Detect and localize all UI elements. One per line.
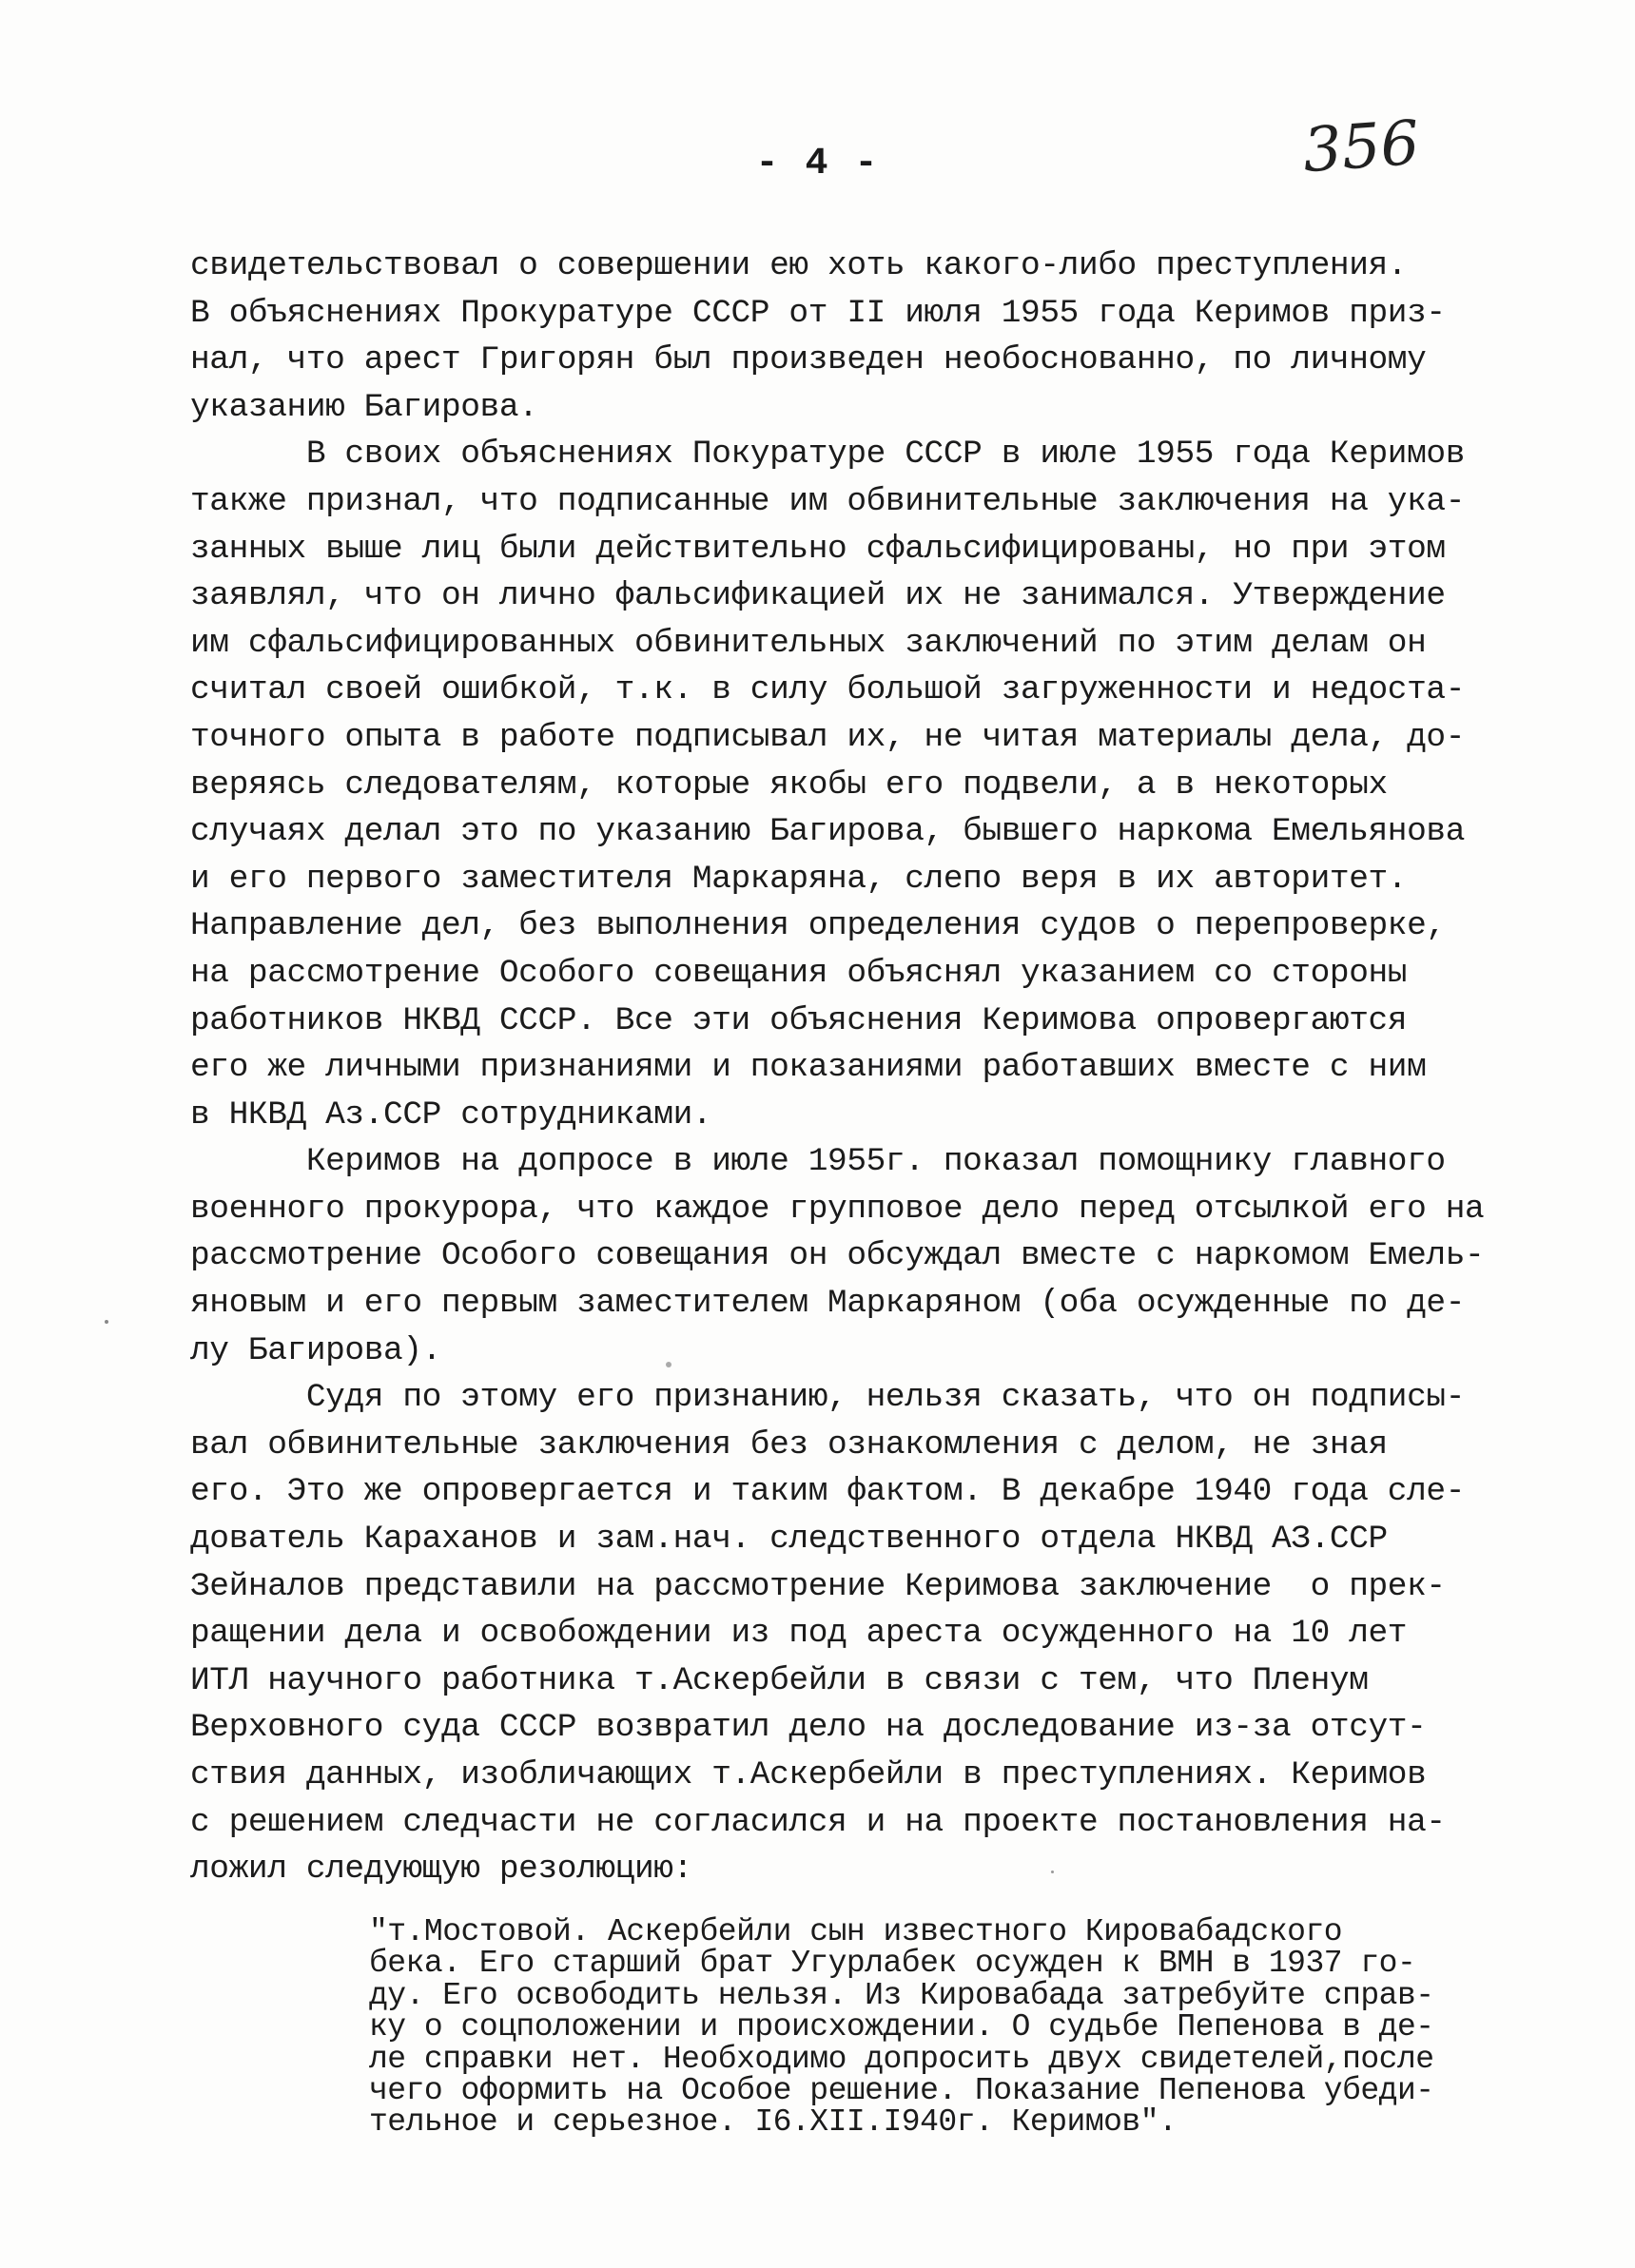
text-line: Судя по этому его признанию, нельзя сказать, что он подписы- (190, 1379, 1466, 1417)
quote-line: чего оформить на Особое решение. Показание Пепенова убеди- (369, 2073, 1434, 2109)
text-line: Верховного суда СССР возвратил дело на доследование из-за отсут- (190, 1709, 1427, 1747)
paper-speck (666, 1362, 672, 1367)
quote-line: "т.Мостовой. Аскербейли сын известного Кировабадского (369, 1914, 1343, 1949)
text-line: Направление дел, без выполнения определения судов о перепроверке, (190, 907, 1446, 945)
text-line: считал своей ошибкой, т.к. в силу большой загруженности и недоста- (190, 671, 1466, 709)
text-line: Зейналов представили на рассмотрение Керимова заключение о прек- (190, 1567, 1446, 1605)
text-line: его же личными признаниями и показаниями работавших вместе с ним (190, 1049, 1427, 1087)
text-line: рассмотрение Особого совещания он обсуждал вместе с наркомом Емель- (190, 1237, 1485, 1275)
archive-folio-number: 356 (1300, 107, 1422, 187)
text-line: дователь Караханов и зам.нач. следственного отдела НКВД АЗ.ССР (190, 1521, 1388, 1559)
text-line: вал обвинительные заключения без ознакомления с делом, не зная (190, 1425, 1388, 1464)
text-line: лу Багирова). (190, 1331, 441, 1369)
text-line: занных выше лиц были действительно сфальсифицированы, но при этом (190, 530, 1446, 568)
text-line: ствия данных, изобличающих т.Аскербейли в преступлениях. Керимов (190, 1756, 1427, 1793)
text-line: указанию Багирова. (190, 388, 538, 426)
text-line: В объяснениях Прокуратуре СССР от II июля 1955 года Керимов приз- (190, 294, 1446, 332)
text-line: его. Это же опровергается и таким фактом. В декабре 1940 года сле- (190, 1473, 1466, 1511)
text-line: им сфальсифицированных обвинительных заключений по этим делам он (190, 624, 1427, 662)
quote-line: тельное и серьезное. I6.XII.I940г. Керимов". (369, 2104, 1178, 2141)
quote-line: бека. Его старший брат Угурлабек осужден к ВМН в 1937 го- (369, 1946, 1416, 1982)
text-line: работников НКВД СССР. Все эти объяснения Керимова опровергаются (190, 1001, 1408, 1039)
text-line: ложил следующую резолюцию: (190, 1851, 692, 1889)
quote-line: ле справки нет. Необходимо допросить двух свидетелей,после (369, 2041, 1434, 2077)
text-line: военного прокурора, что каждое групповое дело перед отсылкой его на (190, 1190, 1485, 1228)
text-line: и его первого заместителя Маркаряна, слепо веря в их авторитет. (190, 860, 1408, 898)
text-line: случаях делал это по указанию Багирова, бывшего наркома Емельянова (190, 813, 1466, 851)
text-line: свидетельствовал о совершении ею хоть какого-либо преступления. (190, 247, 1408, 284)
text-line: точного опыта в работе подписывал их, не читая материалы дела, до- (190, 718, 1466, 756)
paper-speck (105, 1320, 108, 1324)
quote-line: ку о соцположении и происхождении. О судьбе Пепенова в де- (369, 2009, 1434, 2045)
text-line: заявлял, что он лично фальсификацией их не занимался. Утверждение (190, 577, 1446, 615)
text-line: также признал, что подписанные им обвинительные заключения на ука- (190, 482, 1466, 520)
text-line: нал, что арест Григорян был произведен необоснованно, по личному (190, 341, 1427, 379)
text-line: в НКВД Аз.ССР сотрудниками. (190, 1095, 712, 1134)
text-line: В своих объяснениях Покуратуре СССР в июле 1955 года Керимов (190, 436, 1466, 474)
main-text-block (190, 242, 1493, 1893)
page-number: - 4 - (755, 143, 880, 185)
text-line: яновым и его первым заместителем Маркаряном (оба осужденные по де- (190, 1285, 1466, 1323)
text-line: с решением следчасти не согласился и на проекте постановления на- (190, 1803, 1446, 1841)
quoted-resolution (369, 1916, 1510, 2139)
text-line: Керимов на допросе в июле 1955г. показал помощнику главного (190, 1143, 1446, 1181)
text-line: ИТЛ научного работника т.Аскербейли в связи с тем, что Пленум (190, 1661, 1369, 1699)
text-line: веряясь следователям, которые якобы его подвели, а в некоторых (190, 766, 1388, 804)
text-line: ращении дела и освобождении из под ареста осужденного на 10 лет (190, 1615, 1408, 1653)
paper-speck (1051, 1871, 1054, 1873)
quote-line: ду. Его освободить нельзя. Из Кировабада затребуйте справ- (369, 1977, 1434, 2013)
text-line: на рассмотрение Особого совещания объяснял указанием со стороны (190, 954, 1408, 992)
